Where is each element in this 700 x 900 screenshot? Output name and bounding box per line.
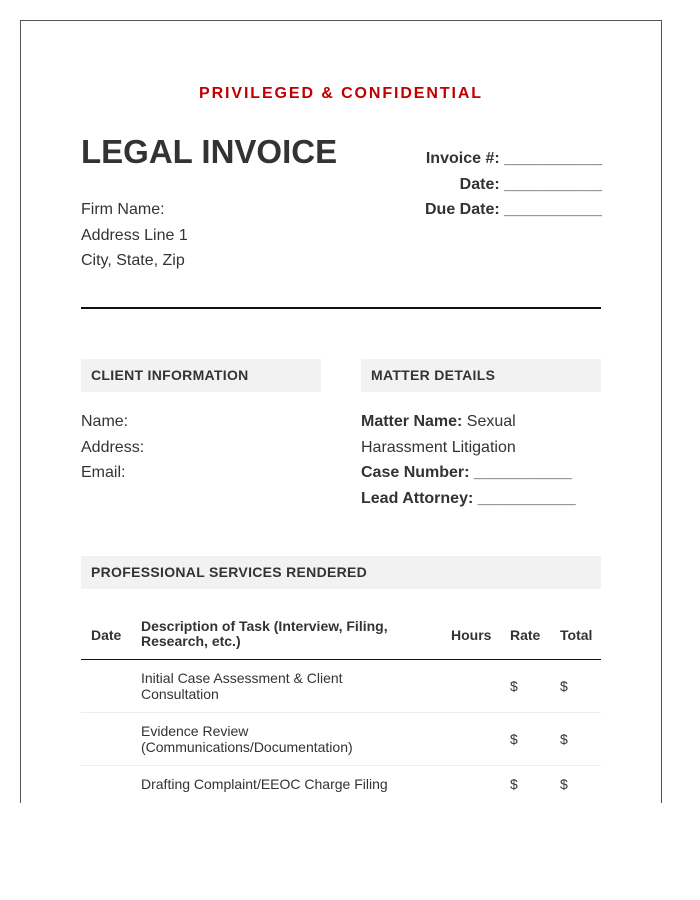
services-heading: PROFESSIONAL SERVICES RENDERED [81,556,601,589]
client-info-block [81,409,144,486]
client-name-label: Name: [81,413,129,430]
matter-info-block [361,409,601,511]
task-total: $ [560,678,568,694]
task-rate: $ [510,776,518,792]
services-table-header [81,613,601,660]
matter-name-line [361,409,601,460]
task-total: $ [560,776,568,792]
invoice-due-date-field: Due Date: ___________ [424,201,602,218]
invoice-title: LEGAL INVOICE [81,133,338,170]
lead-attorney-field: Lead Attorney: ___________ [361,489,576,507]
invoice-page [20,20,662,803]
firm-address-line: Address Line 1 [81,226,188,244]
firm-name-label: Firm Name: [81,201,165,218]
invoice-meta-block [425,146,602,223]
column-header-date: Date [91,627,122,643]
matter-details-heading: MATTER DETAILS [361,359,601,392]
task-description: Initial Case Assessment & Client Consultation [141,670,343,702]
column-header-rate: Rate [510,627,541,643]
invoice-date-field: Date: ___________ [459,175,602,193]
column-header-description: Description of Task (Interview, Filing, Research, etc.) [141,618,388,649]
column-header-total: Total [560,627,593,643]
case-number-field: Case Number: ___________ [361,464,572,481]
invoice-number-field: Invoice #: ___________ [425,150,602,167]
column-header-hours: Hours [451,627,492,643]
task-total: $ [560,731,568,747]
task-rate: $ [510,678,518,694]
firm-city-line: City, State, Zip [81,252,185,269]
task-description: Evidence Review (Communications/Documentation) [141,723,353,755]
task-description: Drafting Complaint/EEOC Charge Filing [141,776,388,792]
header-divider [81,307,601,309]
client-email-label: Email: [81,464,126,481]
matter-name-value: Sexual Harassment Litigation [361,413,516,456]
client-info-heading: CLIENT INFORMATION [81,359,321,392]
confidential-banner: PRIVILEGED & CONFIDENTIAL [199,85,483,102]
task-rate: $ [510,731,518,747]
table-row [81,660,601,713]
table-row [81,766,601,803]
firm-address-block [81,197,188,274]
client-address-label: Address: [81,438,145,456]
table-row [81,713,601,766]
matter-name-label: Matter Name: [361,413,463,430]
